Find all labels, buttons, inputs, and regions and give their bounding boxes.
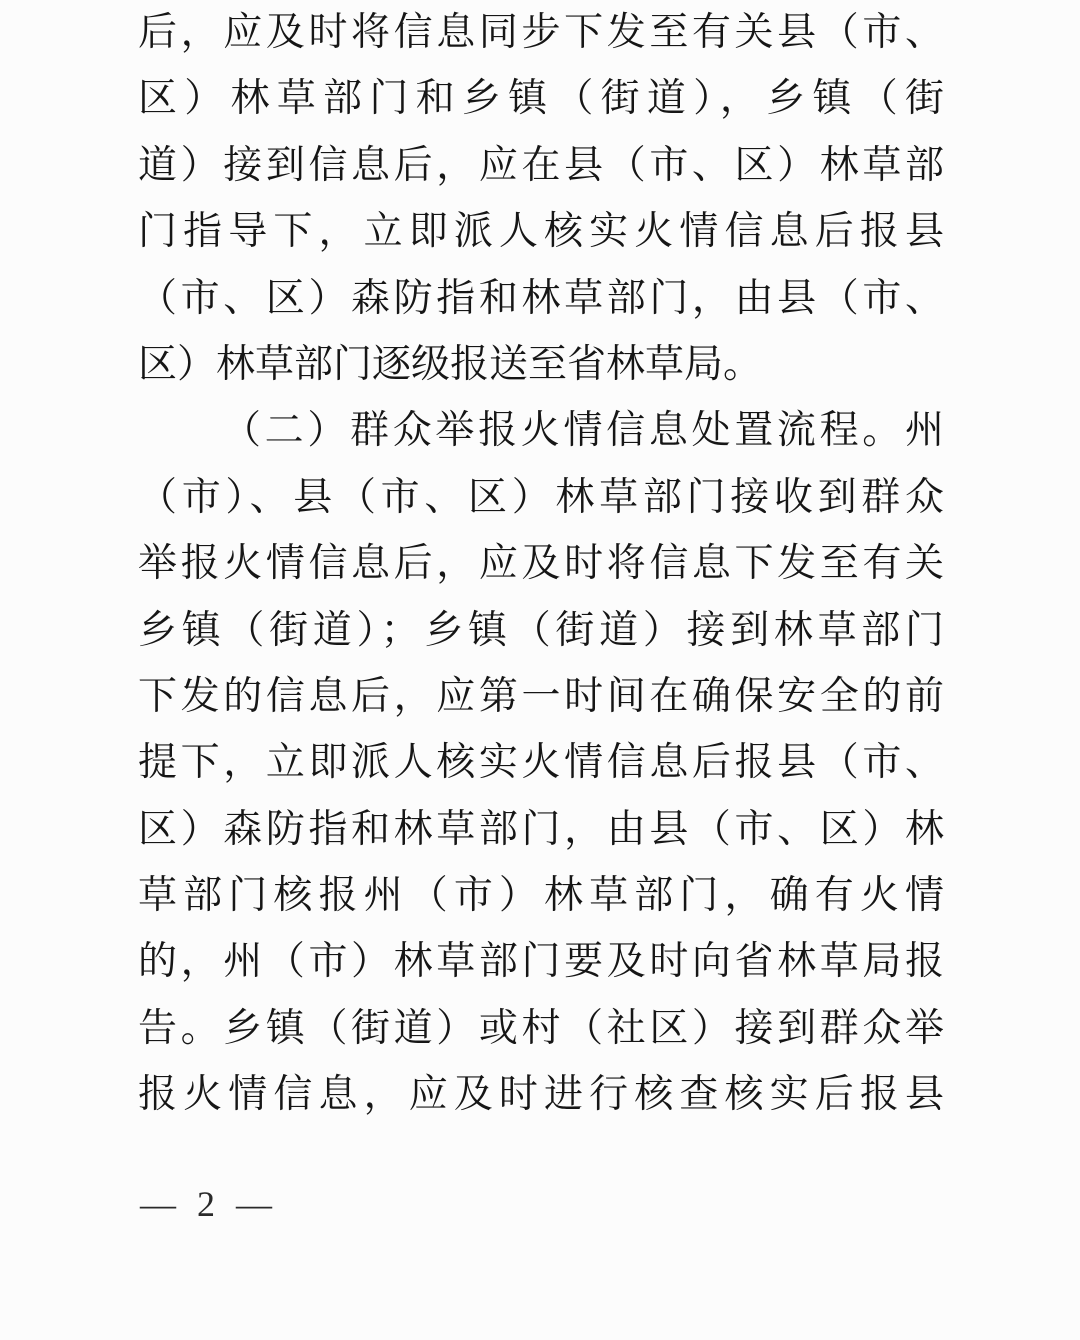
text-line: （市、区）森防指和林草部门，由县（市、 xyxy=(138,276,944,320)
text-line: 道）接到信息后，应在县（市、区）林草部 xyxy=(138,143,944,187)
text-line: 区）林草部门和乡镇（街道），乡镇（街 xyxy=(138,77,944,121)
text-line: 区）森防指和林草部门，由县（市、区）林 xyxy=(138,807,944,851)
text-line: 提下，立即派人核实火情信息后报县（市、 xyxy=(138,741,944,785)
text-line: 举报火情信息后，应及时将信息下发至有关 xyxy=(138,542,944,586)
page-number: — 2 — xyxy=(140,1184,278,1224)
text-line: 门指导下，立即派人核实火情信息后报县 xyxy=(138,210,944,254)
text-line: 的，州（市）林草部门要及时向省林草局报 xyxy=(138,940,944,984)
text-line: 告。乡镇（街道）或村（社区）接到群众举 xyxy=(138,1006,944,1050)
text-line: （二）群众举报火情信息处置流程。州 xyxy=(222,409,944,453)
text-line: 区）林草部门逐级报送至省林草局。 xyxy=(138,342,763,386)
text-line: （市）、县（市、区）林草部门接收到群众 xyxy=(138,475,944,519)
text-line: 乡镇（街道）；乡镇（街道）接到林草部门 xyxy=(138,608,944,652)
text-line: 下发的信息后，应第一时间在确保安全的前 xyxy=(138,674,944,718)
text-line: 报火情信息，应及时进行核查核实后报县 xyxy=(138,1073,944,1117)
text-line: 后，应及时将信息同步下发至有关县（市、 xyxy=(138,11,944,54)
text-line: 草部门核报州（市）林草部门，确有火情 xyxy=(138,874,944,918)
document-body xyxy=(138,0,944,1129)
